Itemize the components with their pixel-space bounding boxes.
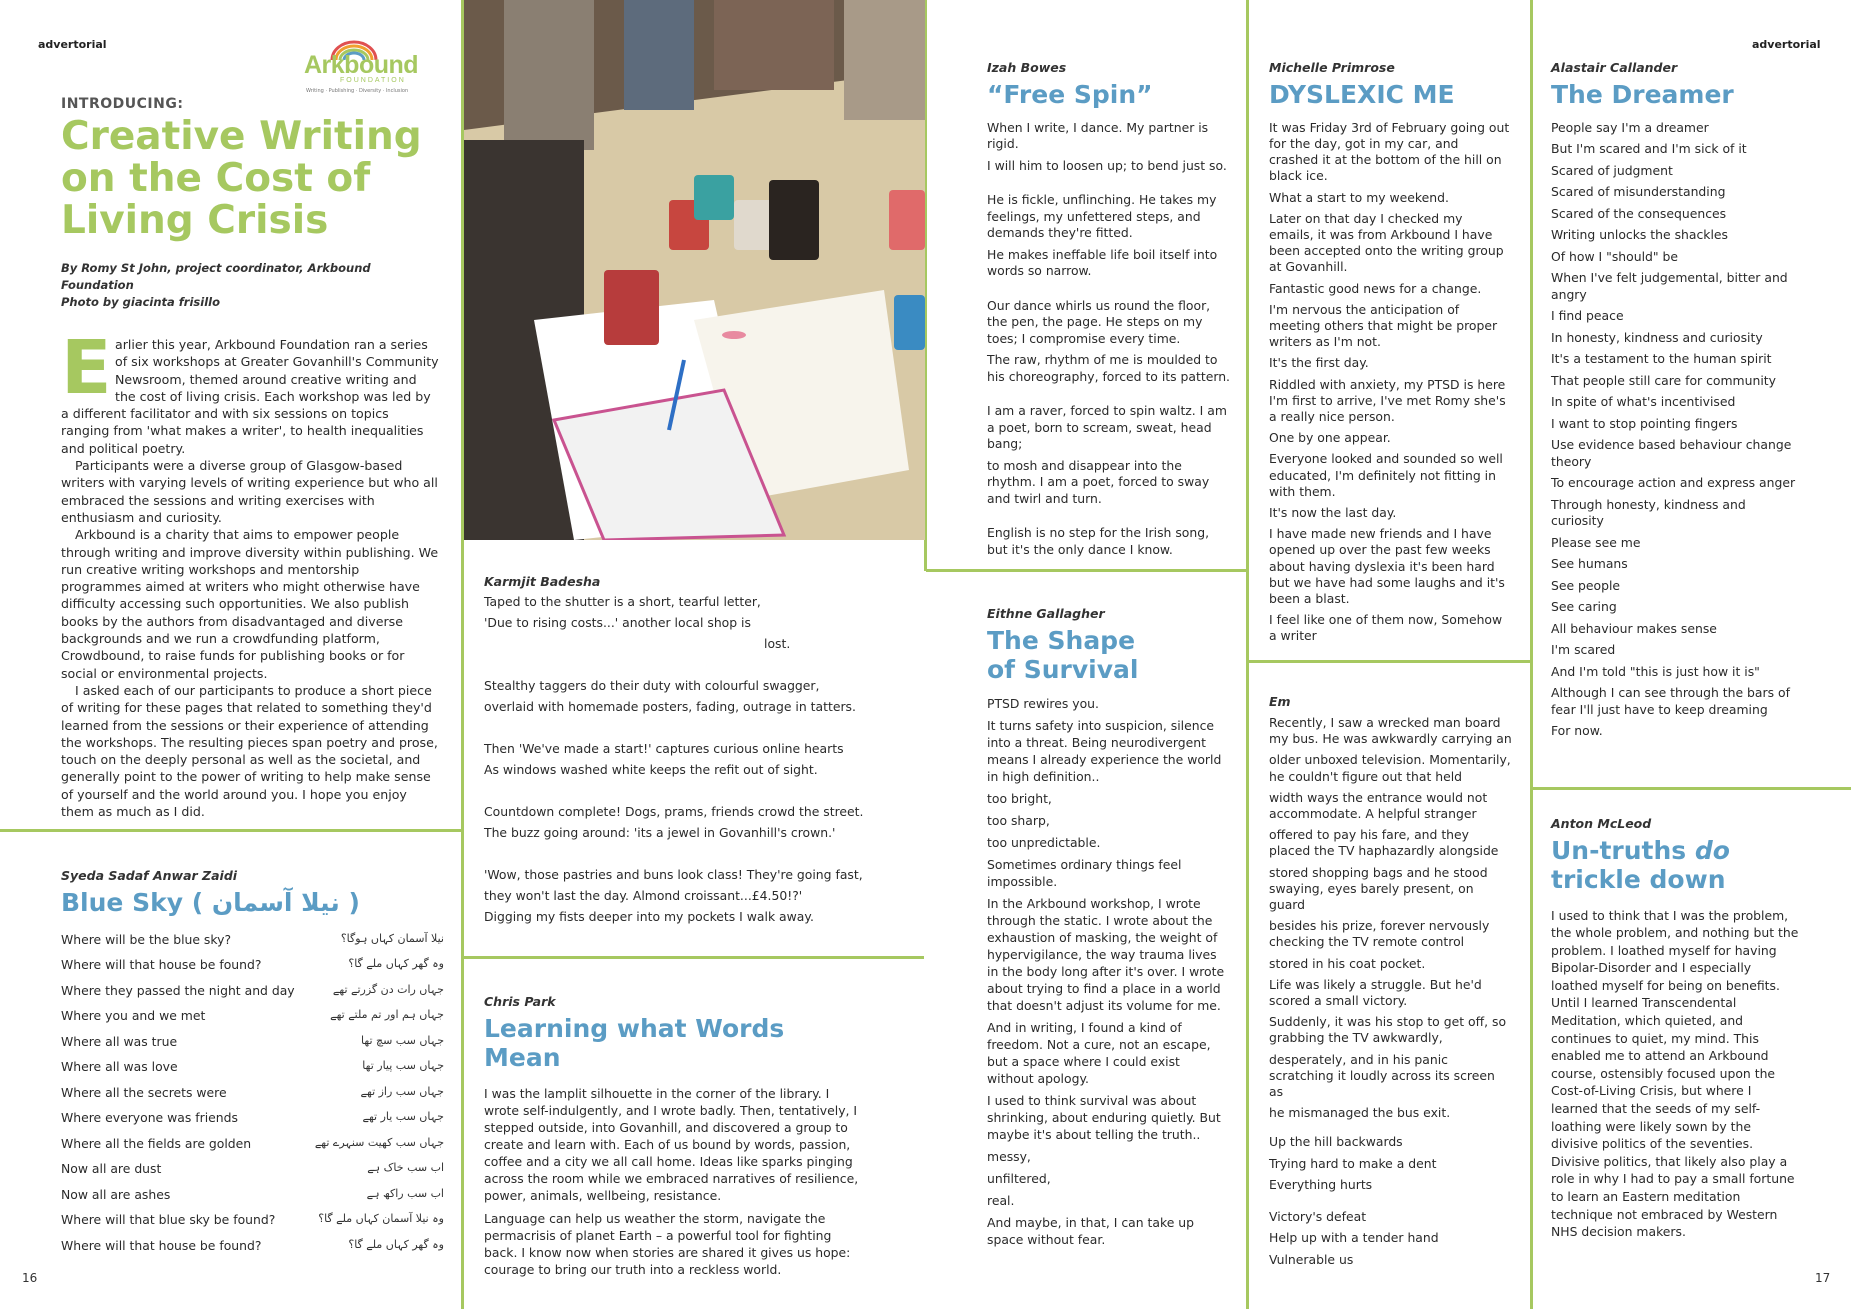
dropcap: E [61, 325, 112, 411]
alastair-line: See caring [1551, 599, 1617, 615]
alastair-author: Alastair Callander [1551, 60, 1678, 75]
izah-poem [987, 120, 1230, 559]
alastair-line: All behaviour makes sense [1551, 620, 1717, 636]
stanza-gap [484, 843, 914, 864]
karmjit-line: Digging my fists deeper into my pockets I walk away. [484, 909, 814, 924]
em-line: Life was likely a struggle. But he'd scored a small victory. [1269, 976, 1482, 1009]
blue-sky-line-en: Where all was true [61, 1033, 178, 1049]
eithne-title [987, 627, 1230, 685]
eithne-author: Eithne Gallagher [987, 606, 1105, 621]
izah-line: I will him to loosen up; to bend just so. [987, 157, 1227, 173]
em-poem-line: Victory's defeat [1269, 1208, 1367, 1224]
eithne-line: It turns safety into suspicion, silence into a threat. Being neurodivergent means I already experience the world in high definition.. [987, 717, 1222, 784]
anton-title-b: do [1694, 836, 1730, 865]
em-prose [1269, 715, 1512, 1268]
divider-h-izah [926, 569, 1247, 572]
stanza-gap [987, 285, 1230, 298]
logo-tagline: Writing · Publishing · Diversity · Inclusion [306, 88, 409, 94]
izah-line: English is no step for the Irish song, but it's the only dance I know. [987, 525, 1210, 557]
em-poem-line: Trying hard to make a dent [1269, 1155, 1437, 1171]
eithne-line: PTSD rewires you. [987, 695, 1099, 711]
blue-sky-row [61, 1034, 444, 1060]
anton-title-a: Un-truths [1551, 836, 1695, 865]
alastair-line: In spite of what's incentivised [1551, 394, 1736, 410]
karmjit-line: Then 'We've made a start!' captures curious online hearts [484, 741, 844, 756]
logo-sub: FOUNDATION [340, 77, 406, 84]
blue-sky-line-en: Where all the secrets were [61, 1084, 227, 1100]
eithne-line: too sharp, [987, 812, 1050, 828]
karmjit-line: they won't last the day. Almond croissant...£4.50!?' [484, 888, 803, 903]
blue-sky-line-en: Where will be the blue sky? [61, 931, 232, 947]
eithne-line: too bright, [987, 790, 1052, 806]
page-number-right: 17 [1815, 1271, 1831, 1285]
michelle-line: I feel like one of them now, Somehow a writer [1269, 612, 1503, 644]
stanza-gap [484, 717, 914, 738]
karmjit-poem [484, 591, 914, 927]
blue-sky-row [61, 1110, 444, 1136]
michelle-line: Riddled with anxiety, my PTSD is here I'm first to arrive, I've met Romy she's a really nice person. [1269, 376, 1506, 424]
karmjit-line: Taped to the shutter is a short, tearful letter, [484, 594, 761, 609]
karmjit-line: 'Wow, those pastries and buns look class! They're going fast, [484, 867, 863, 882]
eithne-line: I used to think survival was about shrinking, about enduring quietly. But maybe it's about telling the truth.. [987, 1092, 1221, 1142]
em-line: Recently, I saw a wrecked man board my bus. He was awkwardly carrying an [1269, 715, 1512, 747]
divider-right1 [1246, 0, 1249, 1309]
blue-sky-line-en: Where will that house be found? [61, 1237, 262, 1253]
page-number-left: 16 [22, 1271, 38, 1285]
michelle-line: I have made new friends and I have opened up over the past few weeks about having dyslexia it's been hard but we have had some laughs and it's been a blast. [1269, 526, 1505, 607]
em-section [1269, 694, 1512, 1273]
stanza-gap [484, 780, 914, 801]
page-title: Creative Writing on the Cost of Living Crisis [61, 114, 422, 243]
blue-sky-line-en: Where they passed the night and day [61, 982, 295, 998]
blue-sky-row [61, 1161, 444, 1187]
intro-body [61, 325, 441, 820]
michelle-line: It was Friday 3rd of February going out for the day, got in my car, and crashed it at the bottom of the hill on black ice. [1269, 119, 1510, 184]
intro-label: INTRODUCING: [61, 96, 184, 112]
eithne-title-line1: The Shape [987, 626, 1136, 655]
blue-sky-row [61, 1008, 444, 1034]
eithne-line: messy, [987, 1148, 1031, 1164]
alastair-line: People say I'm a dreamer [1551, 119, 1709, 135]
workshop-table-image [464, 0, 925, 540]
blue-sky-title: Blue Sky ( نیلا آسمان ) [61, 888, 360, 917]
em-line: older unboxed television. Momentarily, he couldn't figure out that held [1269, 752, 1511, 784]
chris-title: Learning what Words Mean [484, 1014, 785, 1072]
alastair-line: I find peace [1551, 308, 1624, 324]
izah-line: He is fickle, unflinching. He takes my feelings, my unfettered steps, and demands they're fitted. [987, 192, 1217, 241]
michelle-title: DYSLEXIC ME [1269, 80, 1455, 109]
michelle-line: What a start to my weekend. [1269, 189, 1449, 205]
blue-sky-section [61, 868, 444, 1263]
alastair-section [1551, 60, 1801, 745]
blue-sky-line-ur: جہاں سب پیار تھا [362, 1059, 444, 1073]
michelle-line: It's now the last day. [1269, 505, 1397, 521]
eithne-line: Sometimes ordinary things feel impossible. [987, 856, 1182, 889]
advertorial-tag-left: advertorial [38, 38, 107, 51]
alastair-line: See humans [1551, 556, 1628, 572]
blue-sky-row [61, 1212, 444, 1238]
blue-sky-line-en: Now all are dust [61, 1161, 162, 1177]
em-author: Em [1269, 694, 1291, 709]
alastair-line: Of how I "should" be [1551, 248, 1679, 264]
alastair-line: Scared of judgment [1551, 162, 1673, 178]
em-poem-line: Help up with a tender hand [1269, 1230, 1439, 1246]
eithne-line: real. [987, 1192, 1015, 1208]
alastair-line: And I'm told "this is just how it is" [1551, 663, 1760, 679]
eithne-line: In the Arkbound workshop, I wrote through the static. I wrote about the exhaustion of masking, the weight of hypervigilance, the way trauma lives in the body long after it's over. I wrote about trying to find a place in a world that doesn't adjust its volume for me. [987, 895, 1225, 1013]
blue-sky-rows [61, 932, 444, 1264]
em-line: Suddenly, it was his stop to get off, so grabbing the TV awkwardly, [1269, 1014, 1507, 1046]
alastair-line: But I'm scared and I'm sick of it [1551, 141, 1747, 157]
intro-header [61, 96, 441, 311]
michelle-section [1269, 60, 1510, 650]
karmjit-line: Countdown complete! Dogs, prams, friends crowd the street. [484, 804, 864, 819]
eithne-section [987, 606, 1230, 1253]
divider-right2 [1530, 0, 1533, 1309]
em-line: desperately, and in his panic scratching it loudly across its screen as [1269, 1051, 1495, 1100]
michelle-line: One by one appear. [1269, 430, 1391, 446]
blue-sky-row [61, 983, 444, 1009]
izah-line: to mosh and disappear into the rhythm. I am a poet, forced to sway and twirl and turn. [987, 457, 1210, 506]
blue-sky-row [61, 957, 444, 983]
blue-sky-line-en: Now all are ashes [61, 1186, 171, 1202]
izah-author: Izah Bowes [987, 60, 1067, 75]
chris-para-1: I was the lamplit silhouette in the corner of the library. I wrote self-indulgently, and I wrote badly. Then, tentatively, I stepped outside, into Govanhill, and discovered a group to create and learn with. Each of us bound by words, passion, coffee and a city we all call home. Ideas like sparks pinging across the room while we embraced narratives of resilience, power, animals, wellbeing, resistance. [484, 1085, 859, 1203]
blue-sky-line-ur: نیلا آسمان کہاں ہوگا؟ [340, 931, 444, 945]
karmjit-line: Stealthy taggers do their duty with colourful swagger, [484, 678, 820, 693]
blue-sky-line-ur: جہاں سب کھیت سنہرے تھے [314, 1135, 444, 1149]
izah-title: “Free Spin” [987, 80, 1153, 109]
chris-section [484, 994, 859, 1284]
michelle-line: Fantastic good news for a change. [1269, 280, 1482, 296]
eithne-title-line2: of Survival [987, 654, 1139, 684]
anton-body: I used to think that I was the problem, the whole problem, and nothing but the problem. I loathed myself for having Bipolar-Disorder and I especially loathed myself for being on benefits. Until I learned Transcendental Meditation, which quieted, and continues to quiet, my mind. This enabled me to attend an Arkbound course, ostensibly focused upon the Cost-of-Living Crisis, but where I learned that the seeds of my self-loathing were likely sown by the divisive politics of the seventies. Divisive politics, that likely also play a role in why I had to pay a small fortune to learn an Eastern meditation technique not embraced by Western NHS decision makers. [1551, 907, 1799, 1240]
blue-sky-line-en: Where all was love [61, 1059, 178, 1075]
divider-h-left [0, 829, 462, 832]
blue-sky-line-en: Where all the fields are golden [61, 1135, 252, 1151]
intro-para-1: arlier this year, Arkbound Foundation ran a series of six workshops at Greater Govanhill's Community Newsroom, themed around creative writing and the cost of living crisis. Each workshop was led by a different facilitator and with six sessions on topics ranging from 'what makes a writer', to health inequalities and political poetry. [61, 337, 439, 456]
karmjit-line: 'Due to rising costs...' another local shop is [484, 615, 751, 630]
eithne-line: too unpredictable. [987, 834, 1101, 850]
stanza-gap [1269, 1126, 1512, 1134]
stanza-gap [987, 390, 1230, 403]
eithne-line: And in writing, I found a kind of freedom. Not a cure, not an escape, but a space where I could exist without apology. [987, 1019, 1211, 1086]
em-poem-line: Up the hill backwards [1269, 1134, 1403, 1150]
anton-author: Anton McLeod [1551, 816, 1652, 831]
blue-sky-line-ur: وہ گھر کہاں ملے گا؟ [348, 1237, 444, 1251]
byline-author: By Romy St John, project coordinator, Arkbound Foundation [61, 261, 371, 292]
workshop-photo [464, 0, 925, 540]
alastair-line: Through honesty, kindness and curiosity [1551, 496, 1746, 529]
blue-sky-row [61, 932, 444, 958]
stanza-gap [1269, 1199, 1512, 1209]
blue-sky-line-ur: جہاں سب سچ تھا [361, 1033, 444, 1047]
blue-sky-row [61, 1238, 444, 1264]
chris-para-2: Language can help us weather the storm, navigate the permacrisis of planet Earth – a powerful tool for fighting back. I know now when stories are shared it gives us hope: courage to bring our truth into a reckless world. [484, 1210, 851, 1277]
alastair-line: For now. [1551, 723, 1603, 739]
blue-sky-author: Syeda Sadaf Anwar Zaidi [61, 868, 238, 883]
logo-name: Arkbound [304, 51, 419, 79]
intro-para-2: Participants were a diverse group of Glasgow-based writers with varying levels of writing experience but who all embraced the sessions and writing exercises with enthusiasm and curiosity. [61, 458, 438, 525]
izah-line: I am a raver, forced to spin waltz. I am a poet, born to scream, sweat, head bang; [987, 403, 1227, 452]
em-line: width ways the entrance would not accommodate. A helpful stranger [1269, 789, 1488, 822]
alastair-line: To encourage action and express anger [1551, 475, 1796, 491]
blue-sky-line-ur: جہاں رات دن گزرتے تھے [332, 982, 444, 996]
karmjit-section [484, 574, 914, 927]
anton-title [1551, 837, 1801, 895]
em-line: he mismanaged the bus exit. [1269, 1105, 1451, 1121]
alastair-line: Although I can see through the bars of fear I'll just have to keep dreaming [1551, 685, 1790, 717]
alastair-line: Writing unlocks the shackles [1551, 227, 1728, 243]
blue-sky-line-en: Where will that blue sky be found? [61, 1212, 276, 1228]
michelle-line: Everyone looked and sounded so well educated, I'm definitely not fitting in with them. [1269, 451, 1503, 499]
chris-author: Chris Park [484, 994, 556, 1009]
alastair-line: See people [1551, 577, 1621, 593]
alastair-line: Scared of the consequences [1551, 205, 1727, 221]
divider-h-mid [464, 956, 924, 959]
em-line: stored in his coat pocket. [1269, 955, 1426, 971]
byline-photo: Photo by giacinta frisillo [61, 295, 220, 309]
michelle-poem [1269, 120, 1510, 645]
eithne-line: unfiltered, [987, 1170, 1051, 1186]
izah-line: He makes ineffable life boil itself into words so narrow. [987, 246, 1218, 279]
blue-sky-line-en: Where you and we met [61, 1008, 206, 1024]
eithne-line: And maybe, in that, I can take up space without fear. [987, 1214, 1195, 1247]
alastair-poem [1551, 120, 1801, 740]
blue-sky-line-en: Where everyone was friends [61, 1110, 238, 1126]
blue-sky-row [61, 1187, 444, 1213]
alastair-line: Use evidence based behaviour change theory [1551, 437, 1792, 469]
karmjit-line: As windows washed white keeps the refit out of sight. [484, 762, 818, 777]
michelle-author: Michelle Primrose [1269, 60, 1395, 75]
blue-sky-line-ur: وہ نیلا آسمان کہاں ملے گا؟ [318, 1212, 444, 1226]
karmjit-line: lost. [764, 636, 791, 651]
blue-sky-line-ur: اب سب خاک ہے [367, 1161, 444, 1175]
blue-sky-row [61, 1059, 444, 1085]
divider-h-michelle [1249, 660, 1531, 663]
alastair-line: I want to stop pointing fingers [1551, 415, 1738, 431]
alastair-title: The Dreamer [1551, 80, 1734, 109]
stanza-gap [987, 512, 1230, 525]
michelle-line: I'm nervous the anticipation of meeting others that might be proper writers as I'm not. [1269, 301, 1498, 350]
blue-sky-line-ur: جہاں ہم اور تم ملتے تھے [330, 1008, 444, 1022]
anton-section [1551, 816, 1801, 1247]
alastair-line: Please see me [1551, 534, 1641, 550]
izah-line: When I write, I dance. My partner is rigid. [987, 119, 1209, 152]
em-line: besides his prize, forever nervously checking the TV remote control [1269, 918, 1490, 950]
michelle-line: It's the first day. [1269, 355, 1369, 371]
alastair-line: When I've felt judgemental, bitter and angry [1551, 270, 1788, 302]
izah-line: The raw, rhythm of me is moulded to his choreography, forced to its pattern. [987, 352, 1230, 384]
izah-section [987, 60, 1230, 563]
alastair-line: Scared of misunderstanding [1551, 184, 1726, 200]
blue-sky-line-ur: جہاں سب راز تھے [360, 1084, 444, 1098]
em-line: offered to pay his fare, and they placed the TV haphazardly alongside [1269, 827, 1499, 859]
divider-h-alastair [1532, 787, 1851, 790]
alastair-line: That people still care for community [1551, 372, 1776, 388]
blue-sky-line-en: Where will that house be found? [61, 957, 262, 973]
izah-line: Our dance whirls us round the floor, the pen, the page. He steps on my toes; I compromise every time. [987, 297, 1211, 346]
stanza-gap [484, 654, 914, 675]
arkbound-logo [302, 46, 418, 96]
em-poem-line: Vulnerable us [1269, 1251, 1354, 1267]
anton-title-c: trickle down [1551, 864, 1726, 894]
eithne-poem [987, 695, 1230, 1248]
intro-para-3: Arkbound is a charity that aims to empower people through writing and improve diversity within publishing. We run creative writing workshops and mentorship programmes aimed at writers who might otherwise have difficulty accessing such opportunities. We also publish books by the authors from disadvantaged and diverse backgrounds and we run a crowdfunding platform, Crowdbound, to raise funds for publishing books or for social or environmental projects. [61, 527, 439, 681]
em-line: stored shopping bags and he stood swaying, eyes barely present, on guard [1269, 864, 1488, 913]
blue-sky-row [61, 1136, 444, 1162]
karmjit-line: overlaid with homemade posters, fading, outrage in tatters. [484, 699, 856, 714]
intro-para-4: I asked each of our participants to produce a short piece of writing for these pages that related to something they'd learned from the sessions or their experience of attending the workshops. The resulting pieces span poetry and prose, touch on the deeply personal as well as the societal, and generally point to the power of writing to help make sense of yourself and the world around you. I hope you enjoy them as much as I did. [61, 682, 438, 820]
karmjit-author: Karmjit Badesha [484, 574, 601, 589]
blue-sky-line-ur: جہاں سب یار تھے [362, 1110, 444, 1124]
alastair-line: In honesty, kindness and curiosity [1551, 329, 1763, 345]
blue-sky-line-ur: وہ گھر کہاں ملے گا؟ [348, 957, 444, 971]
blue-sky-line-ur: اب سب راکھ ہے [366, 1186, 444, 1200]
em-poem-line: Everything hurts [1269, 1177, 1373, 1193]
alastair-line: I'm scared [1551, 642, 1616, 658]
michelle-line: Later on that day I checked my emails, it was from Arkbound I have been accepted onto the writing group at Govanhill. [1269, 210, 1504, 275]
blue-sky-row [61, 1085, 444, 1111]
advertorial-tag-right: advertorial [1752, 38, 1821, 51]
alastair-line: It's a testament to the human spirit [1551, 351, 1772, 367]
stanza-gap [987, 179, 1230, 192]
karmjit-line: The buzz going around: 'its a jewel in Govanhill's crown.' [484, 825, 836, 840]
